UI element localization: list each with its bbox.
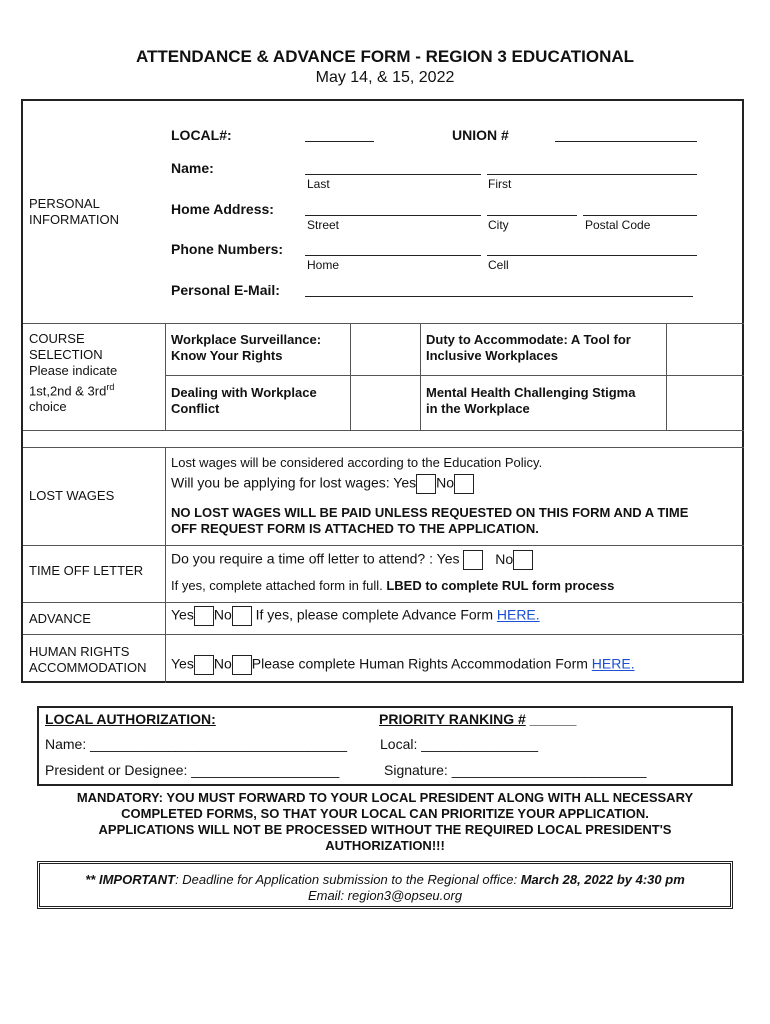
home-phone-field[interactable]: [305, 255, 481, 256]
lost-wages-warning: [171, 505, 688, 537]
human-rights-text: Please complete Human Rights Accommodation Form: [251, 655, 588, 672]
course-option-accommodate: [426, 332, 631, 364]
first-name-field[interactable]: [487, 174, 697, 175]
mandatory-notice: [40, 790, 730, 854]
course-option-conflict: [171, 385, 317, 417]
row-divider: [23, 545, 744, 546]
course-line: Inclusive Workplaces: [426, 348, 558, 363]
lost-wages-policy: Lost wages will be considered according to the Education Policy.: [171, 455, 543, 470]
priority-label: PRIORITY RANKING #: [379, 711, 526, 727]
row-divider: [23, 634, 744, 635]
label-line: COURSE: [29, 331, 85, 346]
lost-wages-question-row: [171, 474, 474, 494]
notice-line: MANDATORY: YOU MUST FORWARD TO YOUR LOCAL PRESIDENT ALONG WITH ALL NECESSARY: [76, 790, 694, 805]
city-caption: City: [488, 218, 509, 232]
deadline-line: [40, 872, 730, 888]
label-line: choice: [29, 399, 67, 415]
column-divider: [165, 323, 166, 430]
no-label: No: [436, 474, 455, 491]
superscript: rd: [106, 382, 115, 392]
label-line: HUMAN RIGHTS: [29, 644, 130, 659]
human-rights-yes-checkbox[interactable]: [194, 655, 214, 675]
notice-line: AUTHORIZATION!!!: [325, 838, 445, 853]
column-divider-lower: [165, 447, 166, 683]
email-label: Personal E-Mail:: [171, 282, 280, 298]
row-divider: [23, 447, 744, 448]
deadline-text: : Deadline for Application submission to the Regional office:: [175, 872, 521, 887]
course-line: Conflict: [171, 401, 220, 416]
advance-row: [171, 606, 540, 626]
advance-no-checkbox[interactable]: [232, 606, 252, 626]
course-rank-box-2[interactable]: [666, 323, 742, 373]
form-date: May 14, & 15, 2022: [315, 69, 455, 86]
choice-text: 1st,2nd & 3rd: [29, 383, 107, 399]
priority-field[interactable]: ______: [529, 711, 577, 727]
advance-label: ADVANCE: [29, 611, 91, 626]
lost-wages-no-checkbox[interactable]: [454, 474, 474, 494]
course-rank-box-4[interactable]: [666, 375, 742, 427]
local-label: LOCAL#:: [171, 127, 232, 143]
course-section-label: [29, 331, 117, 415]
last-caption: Last: [307, 177, 330, 191]
label-line: SELECTION: [29, 347, 103, 362]
label-line: INFORMATION: [29, 212, 120, 227]
course-line: Workplace Surveillance:: [171, 332, 322, 347]
deadline-date: March 28, 2022 by 4:30 pm: [520, 872, 685, 887]
auth-president-field[interactable]: President or Designee: ___________________: [45, 762, 340, 778]
street-caption: Street: [307, 218, 340, 232]
form-title: ATTENDANCE & ADVANCE FORM - REGION 3 EDUCATIONAL: [135, 47, 635, 66]
time-off-question: Do you require a time off letter to attend? : Yes: [171, 550, 460, 567]
authorization-title: LOCAL AUTHORIZATION:: [45, 711, 216, 727]
name-label: Name:: [171, 160, 214, 176]
course-line: Know Your Rights: [171, 348, 283, 363]
home-caption: Home: [307, 258, 340, 272]
advance-yes-checkbox[interactable]: [194, 606, 214, 626]
auth-signature-field[interactable]: Signature: _________________________: [384, 762, 647, 778]
yes-label: Yes: [171, 606, 194, 623]
lost-wages-yes-checkbox[interactable]: [416, 474, 436, 494]
no-label: No: [213, 655, 232, 672]
warning-line: OFF REQUEST FORM IS ATTACHED TO THE APPLICATION.: [171, 521, 539, 536]
important-notice: [37, 861, 733, 909]
contact-email: Email: region3@opseu.org: [307, 888, 463, 903]
phone-label: Phone Numbers:: [171, 241, 284, 257]
important-prefix: ** IMPORTANT: [85, 872, 176, 887]
human-rights-form-link[interactable]: HERE.: [591, 655, 635, 672]
advance-form-link[interactable]: HERE.: [496, 606, 540, 623]
course-rank-box-1[interactable]: [350, 323, 418, 373]
label-line: PERSONAL: [29, 196, 100, 211]
time-off-note-row: [171, 578, 614, 594]
course-line: Duty to Accommodate: A Tool for: [426, 332, 631, 347]
personal-section-label: [29, 196, 119, 228]
priority-ranking: [379, 711, 576, 727]
human-rights-no-checkbox[interactable]: [232, 655, 252, 675]
cell-phone-field[interactable]: [487, 255, 697, 256]
city-field[interactable]: [487, 215, 577, 216]
course-rank-box-3[interactable]: [350, 375, 418, 427]
time-off-no-checkbox[interactable]: [513, 550, 533, 570]
course-option-surveillance: [171, 332, 321, 364]
time-off-note: If yes, complete attached form in full.: [171, 578, 383, 593]
human-rights-label: [29, 644, 146, 676]
address-label: Home Address:: [171, 201, 274, 217]
last-name-field[interactable]: [305, 174, 481, 175]
course-divider-2: [420, 323, 421, 430]
human-rights-row: [171, 655, 635, 675]
course-line: Dealing with Workplace: [171, 385, 317, 400]
course-line: in the Workplace: [426, 401, 530, 416]
label-line: [29, 379, 117, 399]
notice-line: COMPLETED FORMS, SO THAT YOUR LOCAL CAN PRIORITIZE YOUR APPLICATION.: [121, 806, 649, 821]
advance-text: If yes, please complete Advance Form: [255, 606, 493, 623]
postal-field[interactable]: [583, 215, 697, 216]
union-label: UNION #: [452, 127, 509, 143]
row-divider: [23, 602, 744, 603]
auth-local-field[interactable]: Local: _______________: [380, 736, 539, 752]
notice-line: APPLICATIONS WILL NOT BE PROCESSED WITHOUT THE REQUIRED LOCAL PRESIDENT'S: [98, 822, 672, 837]
row-divider: [165, 375, 744, 376]
no-label: No: [213, 606, 232, 623]
lost-wages-question: Will you be applying for lost wages: Yes: [171, 474, 417, 491]
label-line: Please indicate: [29, 363, 118, 378]
local-field[interactable]: [305, 141, 374, 142]
time-off-label: TIME OFF LETTER: [29, 563, 144, 578]
time-off-note-bold: LBED to complete RUL form process: [386, 578, 615, 593]
row-divider: [23, 430, 744, 431]
course-option-mental-health: [426, 385, 635, 417]
warning-line: NO LOST WAGES WILL BE PAID UNLESS REQUESTED ON THIS FORM AND A TIME: [171, 505, 689, 520]
authorization-box: [37, 706, 733, 786]
street-field[interactable]: [305, 215, 481, 216]
time-off-yes-checkbox[interactable]: [463, 550, 483, 570]
label-line: ACCOMMODATION: [29, 660, 147, 675]
no-label: No: [495, 550, 514, 567]
course-line: Mental Health Challenging Stigma: [426, 385, 636, 400]
time-off-question-row: [171, 550, 533, 570]
email-field[interactable]: [305, 296, 693, 297]
lost-wages-label: LOST WAGES: [29, 488, 115, 503]
first-caption: First: [488, 177, 512, 191]
cell-caption: Cell: [488, 258, 509, 272]
yes-label: Yes: [171, 655, 194, 672]
union-field[interactable]: [555, 141, 697, 142]
auth-name-field[interactable]: Name: _________________________________: [45, 736, 348, 752]
postal-caption: Postal Code: [585, 218, 651, 232]
